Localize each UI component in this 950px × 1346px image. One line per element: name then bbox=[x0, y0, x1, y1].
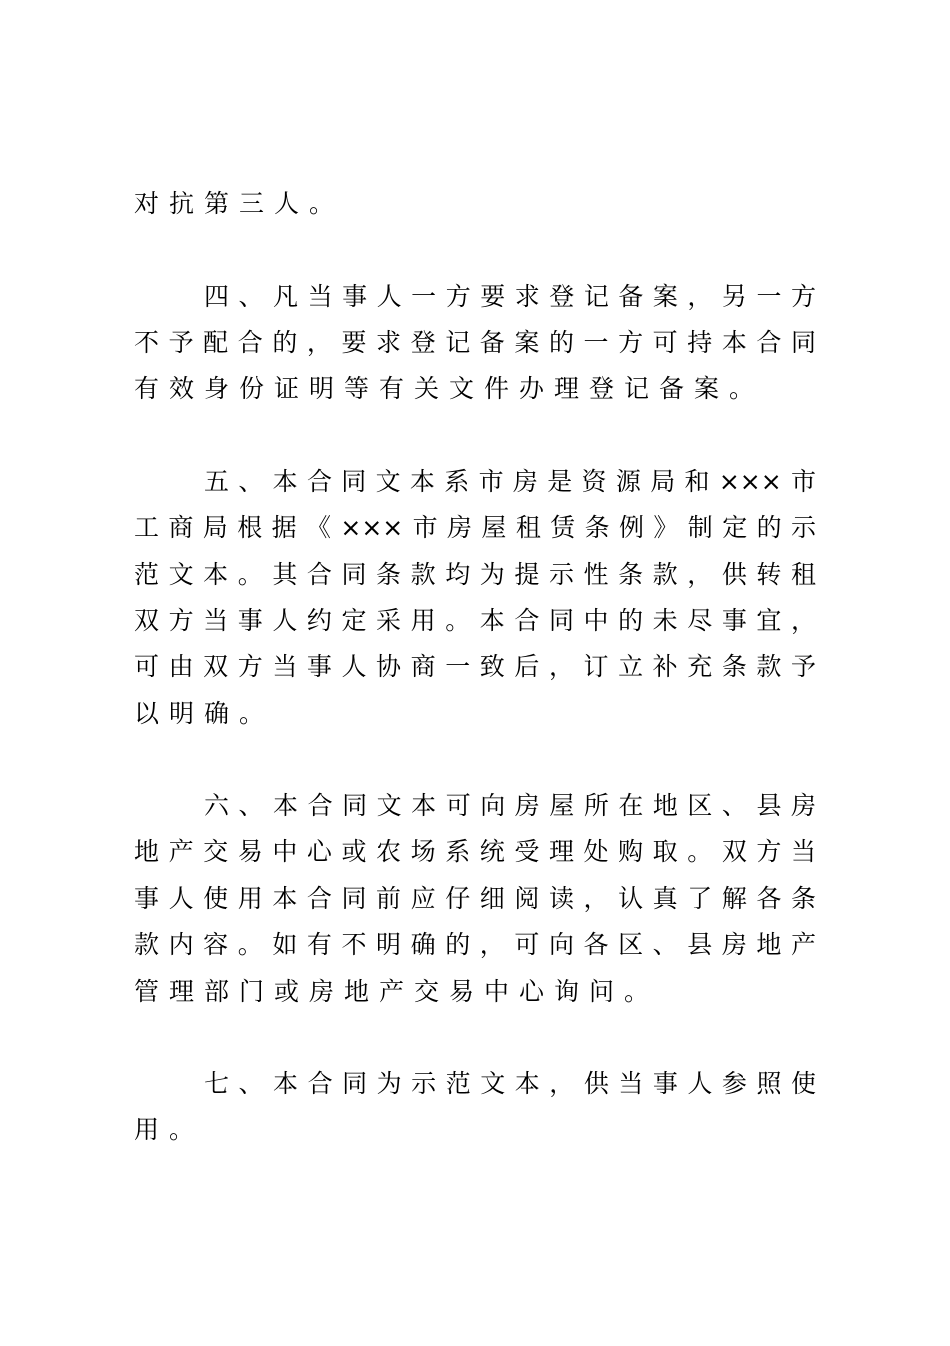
paragraph-6-line-2: 地产交易中心或农场系统受理处购取。双方当 bbox=[134, 837, 816, 866]
paragraph-7-line-2: 用。 bbox=[134, 1115, 205, 1144]
paragraph-5-line-3: 范文本。其合同条款均为提示性条款，供转租 bbox=[134, 560, 816, 589]
paragraph-5-line-4: 双方当事人约定采用。本合同中的未尽事宜， bbox=[134, 606, 816, 635]
paragraph-5-line-1: 五、本合同文本系市房是资源局和×××市 bbox=[204, 467, 816, 496]
paragraph-6-line-1: 六、本合同文本可向房屋所在地区、县房 bbox=[204, 791, 816, 820]
paragraph-6-line-3: 事人使用本合同前应仔细阅读，认真了解各条 bbox=[134, 884, 816, 913]
paragraph-6-line-4: 款内容。如有不明确的，可向各区、县房地产 bbox=[134, 930, 816, 959]
paragraph-7-line-1: 七、本合同为示范文本，供当事人参照使 bbox=[204, 1069, 816, 1098]
paragraph-4-line-1: 四、凡当事人一方要求登记备案，另一方 bbox=[204, 282, 816, 311]
paragraph-4-line-2: 不予配合的，要求登记备案的一方可持本合同 bbox=[134, 328, 816, 357]
paragraph-4-line-3: 有效身份证明等有关文件办理登记备案。 bbox=[134, 374, 765, 403]
paragraph-6-line-5: 管理部门或房地产交易中心询问。 bbox=[134, 977, 660, 1006]
paragraph-5-line-2: 工商局根据《×××市房屋租赁条例》制定的示 bbox=[134, 513, 816, 542]
paragraph-3-line-1: 对抗第三人。 bbox=[134, 189, 345, 218]
paragraph-5-line-5: 可由双方当事人协商一致后，订立补充条款予 bbox=[134, 652, 816, 681]
paragraph-5-line-6: 以明确。 bbox=[134, 699, 275, 728]
